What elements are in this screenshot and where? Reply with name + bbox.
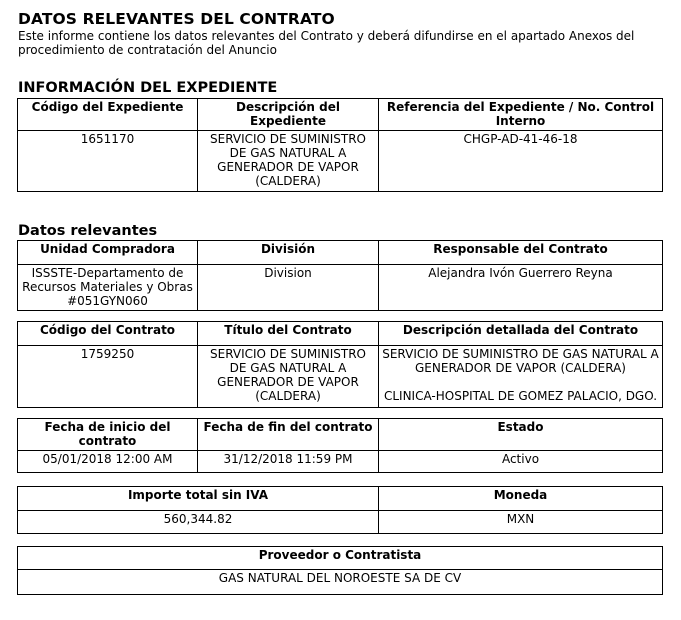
proveedor-value: GAS NATURAL DEL NOROESTE SA DE CV: [18, 570, 663, 595]
col-header-descripcion-contrato: Descripción detallada del Contrato: [379, 322, 663, 346]
intro-text: Este informe contiene los datos relevantes del Contrato y deberá difundirse en el apartado Anexos del procedimiento de contratación del Anuncio: [18, 29, 635, 57]
datos-relevantes-heading: Datos relevantes: [18, 223, 158, 239]
col-header-importe: Importe total sin IVA: [18, 487, 379, 511]
descripcion-contrato-value: [379, 346, 663, 408]
col-header-division: División: [198, 241, 379, 265]
col-header-titulo-contrato: Título del Contrato: [198, 322, 379, 346]
col-header-fecha-fin: Fecha de fin del contrato: [198, 419, 379, 451]
unidad-compradora-value: ISSSTE-Departamento de Recursos Materiales y Obras #051GYN060: [18, 265, 198, 311]
fecha-inicio-value: 05/01/2018 12:00 AM: [18, 451, 198, 473]
expediente-table: [17, 98, 663, 192]
expediente-heading: INFORMACIÓN DEL EXPEDIENTE: [18, 80, 278, 96]
col-header-unidad-compradora: Unidad Compradora: [18, 241, 198, 265]
col-header-codigo-expediente: Código del Expediente: [18, 99, 198, 131]
document-title: DATOS RELEVANTES DEL CONTRATO: [18, 10, 335, 28]
codigo-expediente-value: 1651170: [18, 131, 198, 192]
fecha-fin-value: 31/12/2018 11:59 PM: [198, 451, 379, 473]
codigo-contrato-value: 1759250: [18, 346, 198, 408]
col-header-fecha-inicio: Fecha de inicio del contrato: [18, 419, 198, 451]
responsable-value: Alejandra Ivón Guerrero Reyna: [379, 265, 663, 311]
fechas-table: [17, 418, 663, 473]
col-header-proveedor: Proveedor o Contratista: [18, 547, 663, 570]
proveedor-table: [17, 546, 663, 595]
descripcion-contrato-line-2: CLINICA-HOSPITAL DE GOMEZ PALACIO, DGO.: [383, 389, 658, 403]
col-header-moneda: Moneda: [379, 487, 663, 511]
division-value: Division: [198, 265, 379, 311]
col-header-responsable: Responsable del Contrato: [379, 241, 663, 265]
contrato-table: [17, 321, 663, 408]
descripcion-expediente-value: SERVICIO DE SUMINISTRO DE GAS NATURAL A GENERADOR DE VAPOR (CALDERA): [198, 131, 379, 192]
titulo-contrato-value: SERVICIO DE SUMINISTRO DE GAS NATURAL A GENERADOR DE VAPOR (CALDERA): [198, 346, 379, 408]
descripcion-contrato-line-1: SERVICIO DE SUMINISTRO DE GAS NATURAL A GENERADOR DE VAPOR (CALDERA): [382, 347, 659, 375]
col-header-referencia-expediente: Referencia del Expediente / No. Control Interno: [379, 99, 663, 131]
unidad-table: [17, 240, 663, 311]
col-header-estado: Estado: [379, 419, 663, 451]
estado-value: Activo: [379, 451, 663, 473]
importe-value: 560,344.82: [18, 511, 379, 534]
referencia-expediente-value: CHGP-AD-41-46-18: [379, 131, 663, 192]
importe-table: [17, 486, 663, 534]
col-header-descripcion-expediente: Descripción del Expediente: [198, 99, 379, 131]
moneda-value: MXN: [379, 511, 663, 534]
col-header-codigo-contrato: Código del Contrato: [18, 322, 198, 346]
